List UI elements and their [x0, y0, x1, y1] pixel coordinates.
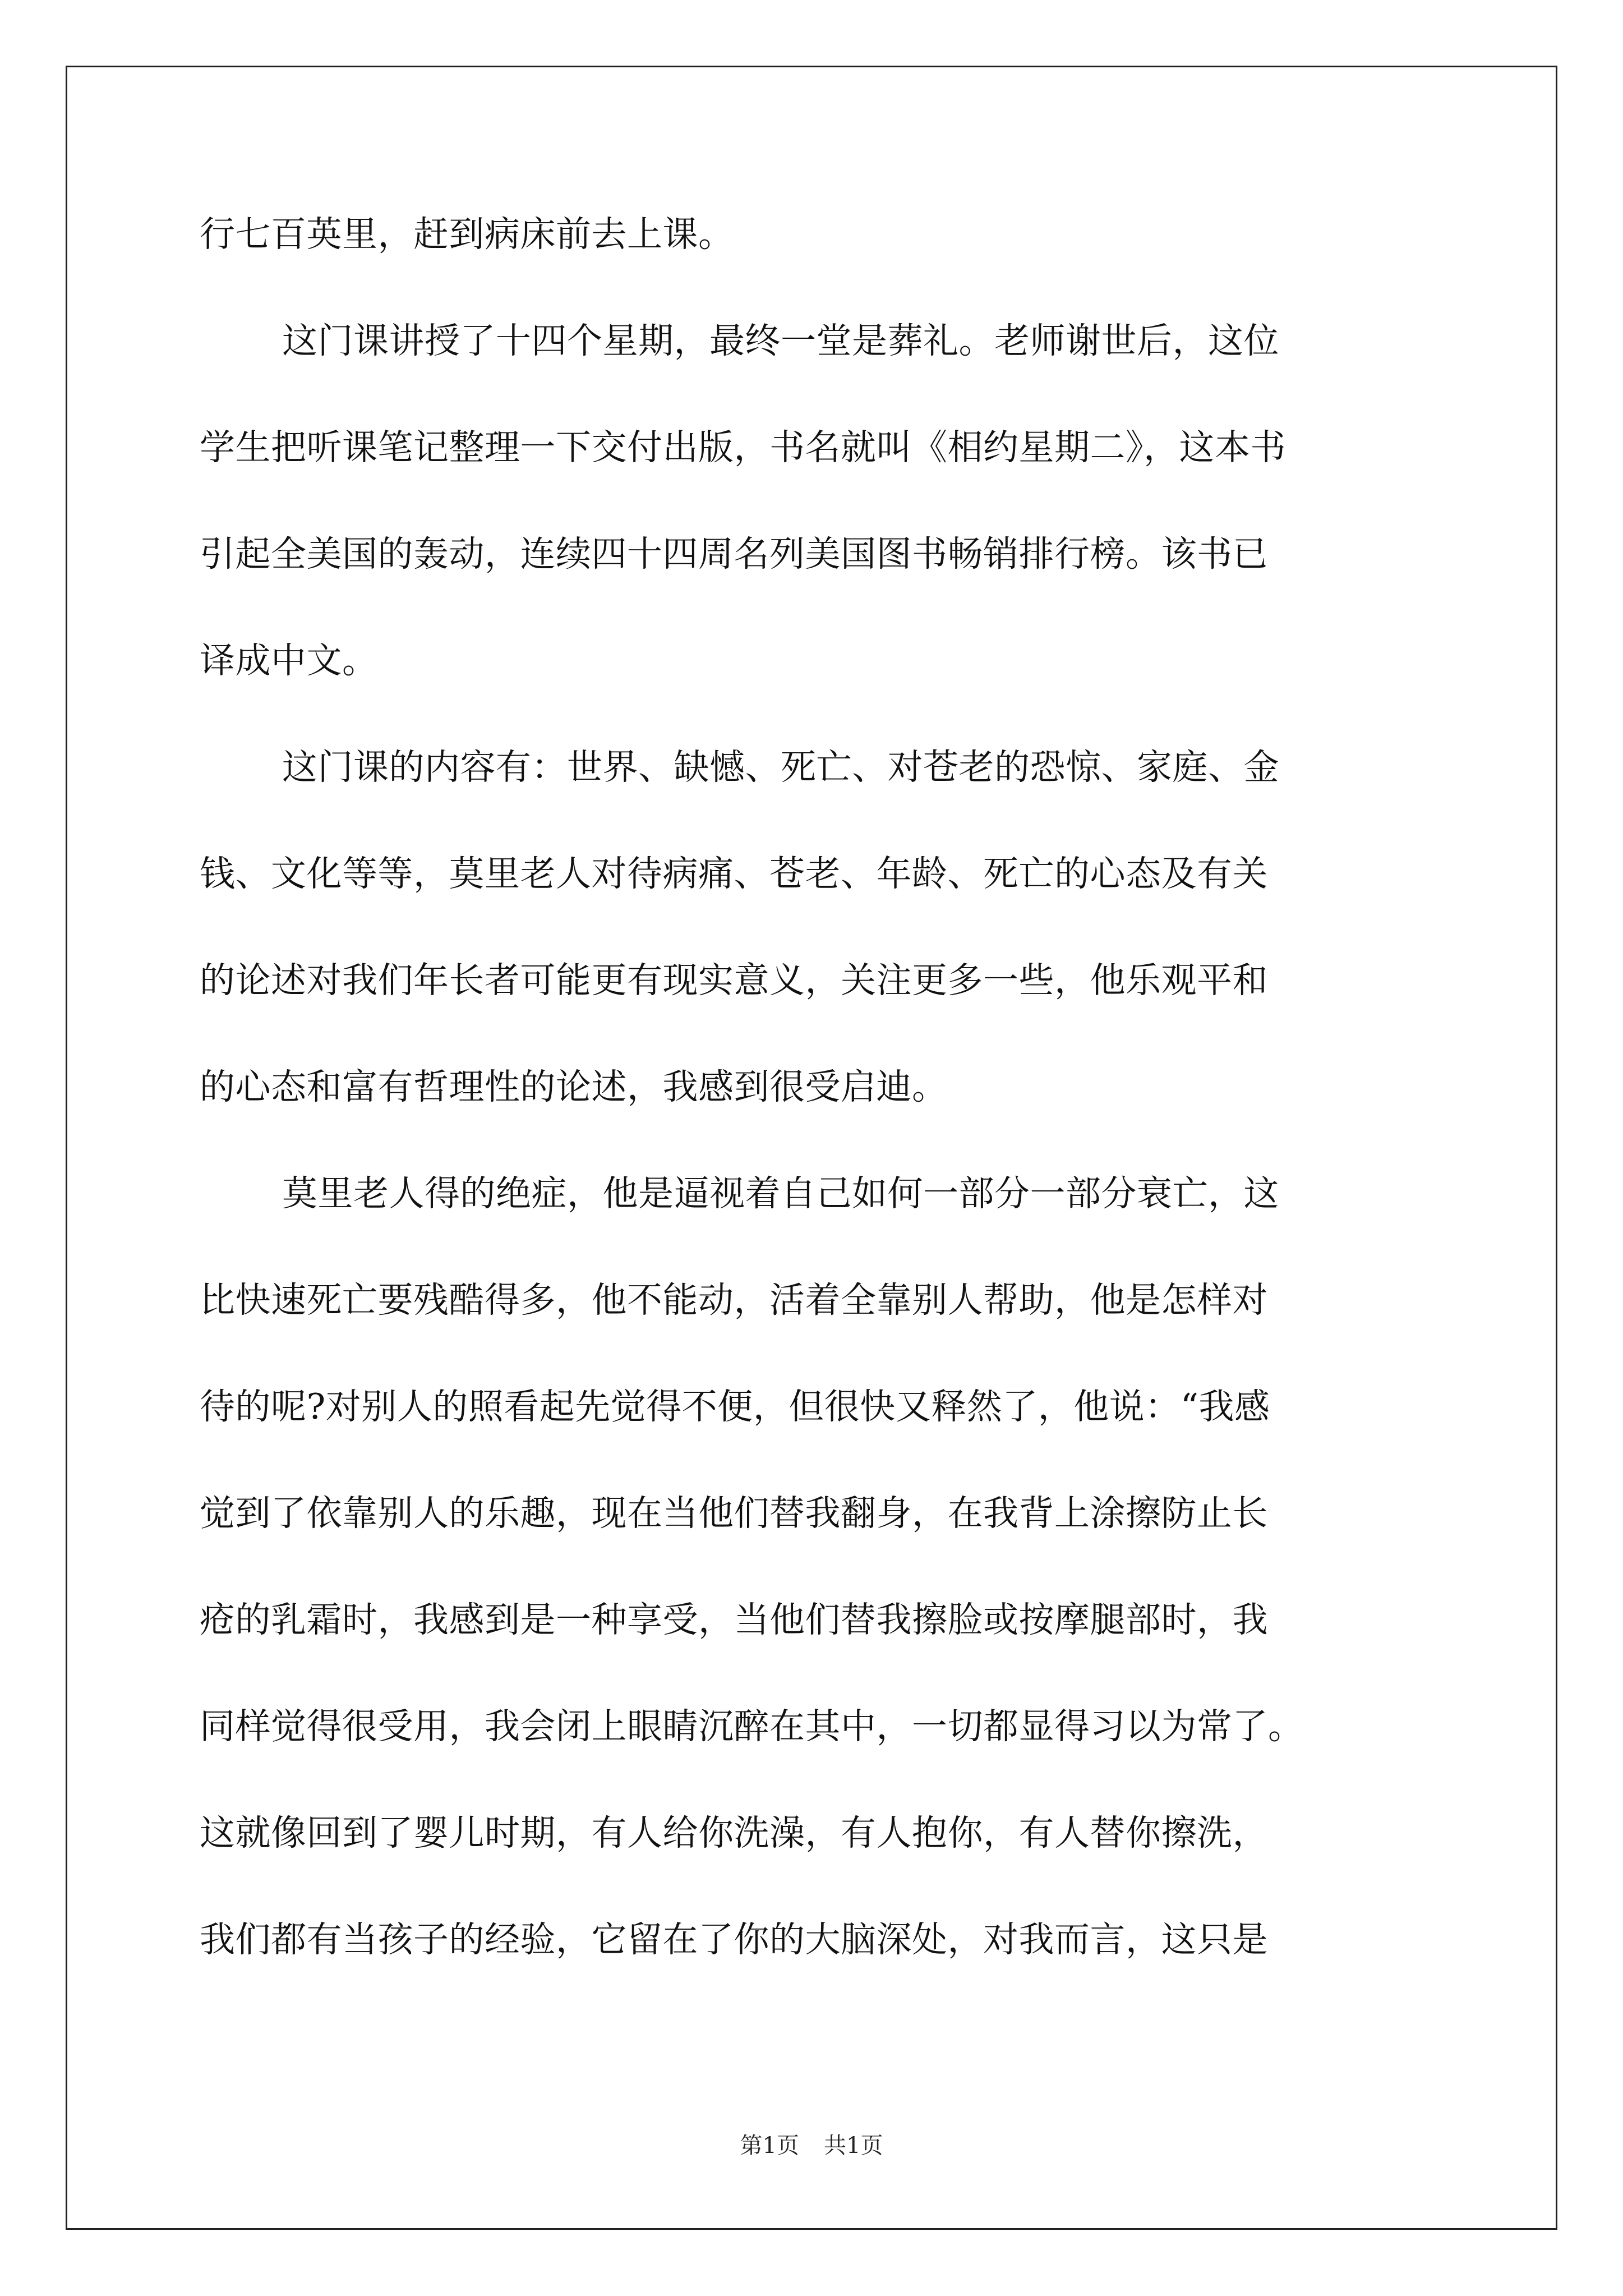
text-line-7: 钱、文化等等，莫里老人对待病痛、苍老、年龄、死亡的心态及有关: [200, 853, 1268, 894]
page-number: 第1页: [740, 2133, 799, 2159]
text-line-12: 待的呢?对别人的照看起先觉得不便，但很快又释然了，他说：“我感: [200, 1386, 1270, 1427]
page-footer: [0, 2132, 1623, 2160]
text-line-8: 的论述对我们年长者可能更有现实意义，关注更多一些，他乐观平和: [200, 960, 1268, 1001]
text-line-3: 学生把听课笔记整理一下交付出版，书名就叫《相约星期二》，这本书: [200, 427, 1286, 468]
text-line-16: 这就像回到了婴儿时期，有人给你洗澡，有人抱你，有人替你擦洗，: [200, 1812, 1268, 1853]
text-line-5: 译成中文。: [200, 640, 378, 681]
text-line-2: 这门课讲授了十四个星期，最终一堂是葬礼。老师谢世后，这位: [282, 320, 1279, 361]
text-line-11: 比快速死亡要残酷得多，他不能动，活着全靠别人帮助，他是怎样对: [200, 1280, 1268, 1320]
text-line-10: 莫里老人得的绝症，他是逼视着自己如何一部分一部分衰亡，这: [282, 1173, 1279, 1214]
text-line-17: 我们都有当孩子的经验，它留在了你的大脑深处，对我而言，这只是: [200, 1919, 1268, 1960]
text-line-1: 行七百英里，赶到病床前去上课。: [200, 214, 734, 255]
text-line-14: 疮的乳霜时，我感到是一种享受，当他们替我擦脸或按摩腿部时，我: [200, 1599, 1268, 1640]
text-line-13: 觉到了依靠别人的乐趣，现在当他们替我翻身，在我背上涂擦防止长: [200, 1493, 1268, 1534]
page-total: 共1页: [824, 2133, 883, 2159]
text-line-6: 这门课的内容有：世界、缺憾、死亡、对苍老的恐惊、家庭、金: [282, 747, 1279, 788]
text-line-4: 引起全美国的轰动，连续四十四周名列美国图书畅销排行榜。该书已: [200, 533, 1268, 574]
page-border: [66, 66, 1557, 2230]
text-line-15: 同样觉得很受用，我会闭上眼睛沉醉在其中，一切都显得习以为常了。: [200, 1706, 1304, 1747]
text-line-9: 的心态和富有哲理性的论述，我感到很受启迪。: [200, 1066, 948, 1107]
